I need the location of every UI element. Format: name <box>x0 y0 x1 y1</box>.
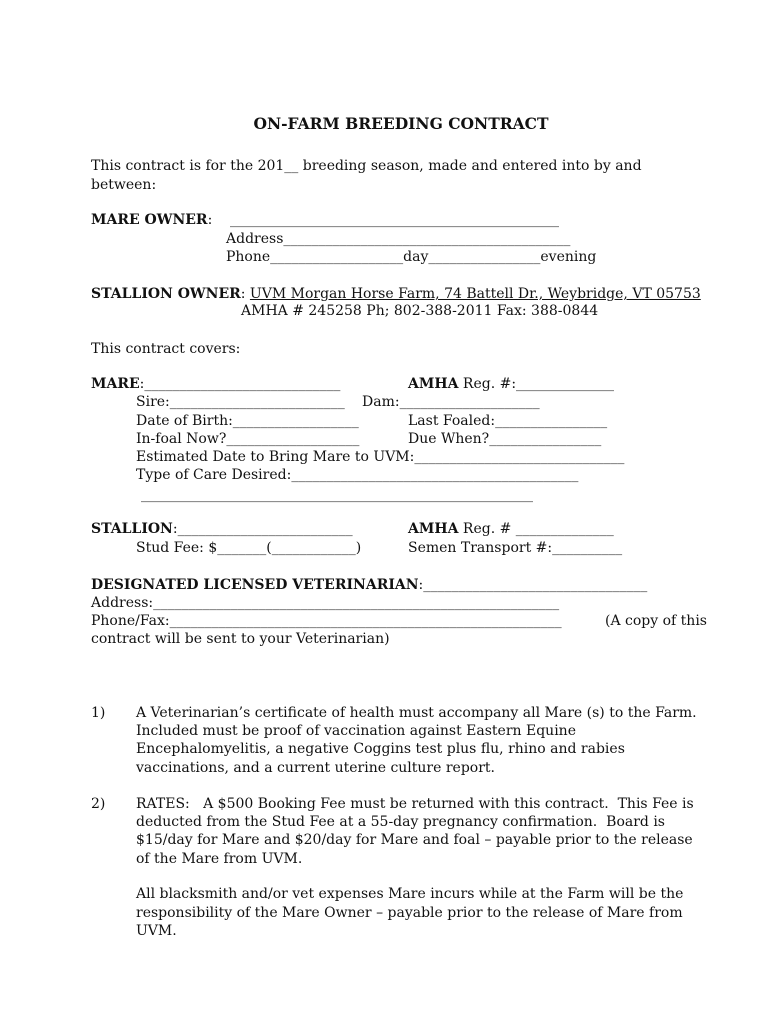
mare-owner-name-field[interactable]: _______________________________________________ <box>230 212 559 228</box>
vet-row <box>91 576 647 594</box>
mare-est-date-field[interactable]: Estimated Date to Bring Mare to UVM:______________________________ <box>136 449 625 465</box>
item-1-line: Encephalomyelitis, a negative Coggins test plus flu, rhino and rabies <box>136 741 625 757</box>
vet-name-field[interactable]: :________________________________ <box>418 577 648 593</box>
item-1-line: vaccinations, and a current uterine culture report. <box>136 760 495 776</box>
semen-transport-field[interactable]: Semen Transport #:__________ <box>408 540 623 556</box>
stallion-owner-address: UVM Morgan Horse Farm, 74 Battell Dr., Weybridge, VT 05753 <box>249 286 701 302</box>
mare-dob-field[interactable]: Date of Birth:__________________ <box>136 413 359 429</box>
mare-name-field[interactable]: :____________________________ <box>139 376 341 392</box>
item-2-para2-line: responsibility of the Mare Owner – payable prior to the release of Mare from <box>136 905 683 921</box>
stud-fee-field[interactable]: Stud Fee: $_______(____________) <box>136 540 362 556</box>
stallion-amha-row <box>408 520 614 538</box>
stallion-amha-field[interactable]: Reg. # ______________ <box>458 521 614 537</box>
covers-heading: This contract covers: <box>91 341 241 357</box>
mare-row <box>91 375 340 393</box>
document-title: ON-FARM BREEDING CONTRACT <box>253 114 549 133</box>
item-1-line: A Veterinarian’s certificate of health must accompany all Mare (s) to the Farm. <box>136 705 697 721</box>
mare-due-field[interactable]: Due When?________________ <box>408 431 602 447</box>
item-1-number: 1) <box>91 705 106 721</box>
item-2-line: RATES: A $500 Booking Fee must be returned with this contract. This Fee is <box>136 796 694 812</box>
mare-care-line-2[interactable]: ________________________________________________________ <box>141 487 533 503</box>
vet-copy-note: (A copy of this <box>605 613 707 629</box>
mare-last-foaled-field[interactable]: Last Foaled:________________ <box>408 413 608 429</box>
mare-dam-field[interactable]: Dam:____________________ <box>362 394 540 410</box>
vet-phone-field[interactable]: Phone/Fax:________________________________________________________ <box>91 613 562 629</box>
item-2-line: $15/day for Mare and $20/day for Mare and foal – payable prior to the release <box>136 832 693 848</box>
mare-care-field[interactable]: Type of Care Desired:_________________________________________ <box>136 467 579 483</box>
item-2-number: 2) <box>91 796 106 812</box>
mare-label: MARE <box>91 376 140 392</box>
intro-line-2: between: <box>91 177 157 193</box>
item-2-para2-line: All blacksmith and/or vet expenses Mare incurs while at the Farm will be the <box>136 886 684 902</box>
mare-infoal-field[interactable]: In-foal Now?___________________ <box>136 431 360 447</box>
item-1-line: Included must be proof of vaccination against Eastern Equine <box>136 723 576 739</box>
mare-owner-phone-field[interactable]: Phone___________________day________________evening <box>226 249 597 265</box>
mare-owner-label: MARE OWNER <box>91 212 208 228</box>
item-2-line: of the Mare from UVM. <box>136 851 303 867</box>
stallion-owner-amha: AMHA # 245258 Ph; 802-388-2011 Fax: 388-0844 <box>241 303 599 319</box>
intro-line-1: This contract is for the 201__ breeding season, made and entered into by and <box>91 158 642 174</box>
mare-owner-label-row <box>91 211 212 229</box>
stallion-owner-colon: : <box>240 286 246 302</box>
stallion-name-field[interactable]: :_________________________ <box>172 521 353 537</box>
mare-sire-field[interactable]: Sire:_________________________ <box>136 394 345 410</box>
mare-amha-field[interactable]: Reg. #:______________ <box>458 376 615 392</box>
mare-owner-colon: : <box>207 212 213 228</box>
stallion-label: STALLION <box>91 521 173 537</box>
mare-amha-row <box>408 375 614 393</box>
item-2-line: deducted from the Stud Fee at a 55-day pregnancy confirmation. Board is <box>136 814 665 830</box>
vet-address-field[interactable]: Address:__________________________________________________________ <box>91 595 560 611</box>
stallion-row <box>91 520 353 538</box>
stallion-owner-label: STALLION OWNER <box>91 286 241 302</box>
item-2-para2-line: UVM. <box>136 923 177 939</box>
stallion-amha-label: AMHA <box>408 521 459 537</box>
mare-owner-address-field[interactable]: Address_________________________________________ <box>226 231 571 247</box>
mare-amha-label: AMHA <box>408 376 459 392</box>
stallion-owner-row <box>91 285 701 303</box>
vet-copy-note-2: contract will be sent to your Veterinarian) <box>91 631 390 647</box>
vet-label: DESIGNATED LICENSED VETERINARIAN <box>91 577 419 593</box>
